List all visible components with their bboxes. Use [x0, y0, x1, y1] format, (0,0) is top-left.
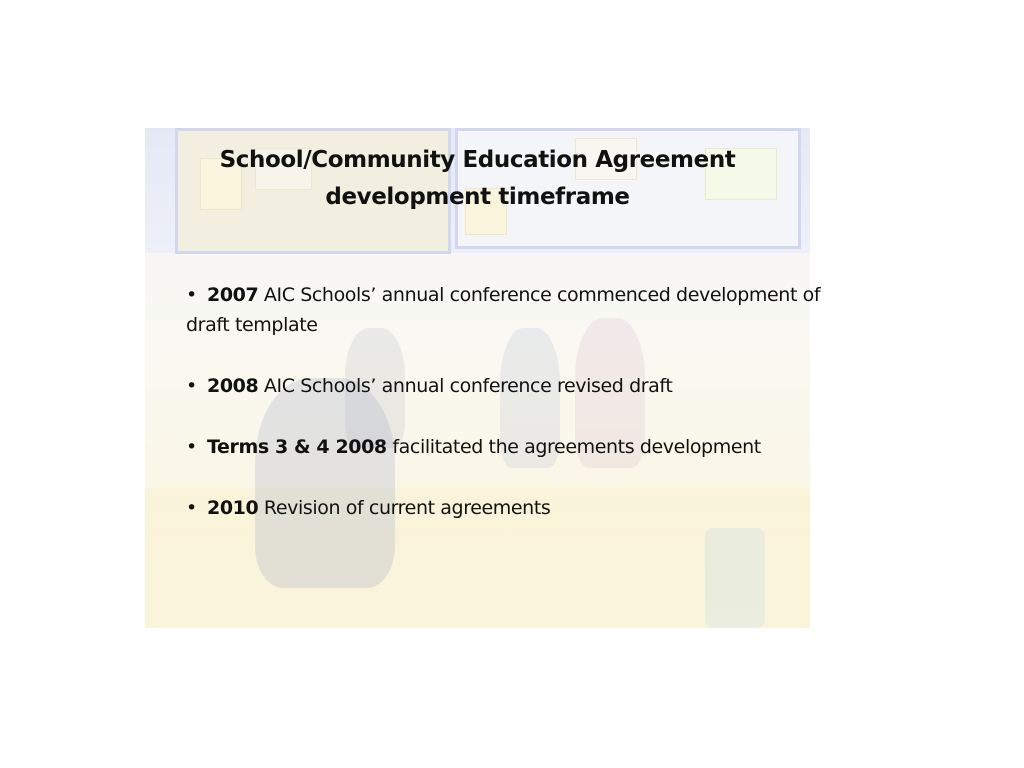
timeline-item-date: 2007	[207, 284, 259, 306]
timeline-item-text: facilitated the agreements development	[386, 436, 761, 458]
timeline-item	[186, 371, 826, 401]
timeline-item-date: 2008	[207, 375, 259, 397]
bullet-icon: •	[186, 375, 197, 397]
timeline-item-date: 2010	[207, 497, 259, 519]
timeline-item	[186, 280, 826, 340]
timeline-item	[186, 432, 826, 462]
timeline-item-text: Revision of current agreements	[258, 497, 551, 519]
slide-title-line-2: development timeframe	[325, 184, 630, 210]
slide-title-line-1: School/Community Education Agreement	[219, 147, 736, 173]
bullet-icon: •	[186, 284, 197, 306]
timeline-bullet-list	[186, 280, 826, 554]
bullet-icon: •	[186, 497, 197, 519]
timeline-item-text: AIC Schools’ annual conference revised draft	[258, 375, 673, 397]
bullet-icon: •	[186, 436, 197, 458]
timeline-item-text: AIC Schools’ annual conference commenced development of draft template	[186, 284, 821, 336]
timeline-item	[186, 493, 826, 523]
timeline-item-date: Terms 3 & 4 2008	[207, 436, 387, 458]
slide-title	[145, 142, 810, 216]
